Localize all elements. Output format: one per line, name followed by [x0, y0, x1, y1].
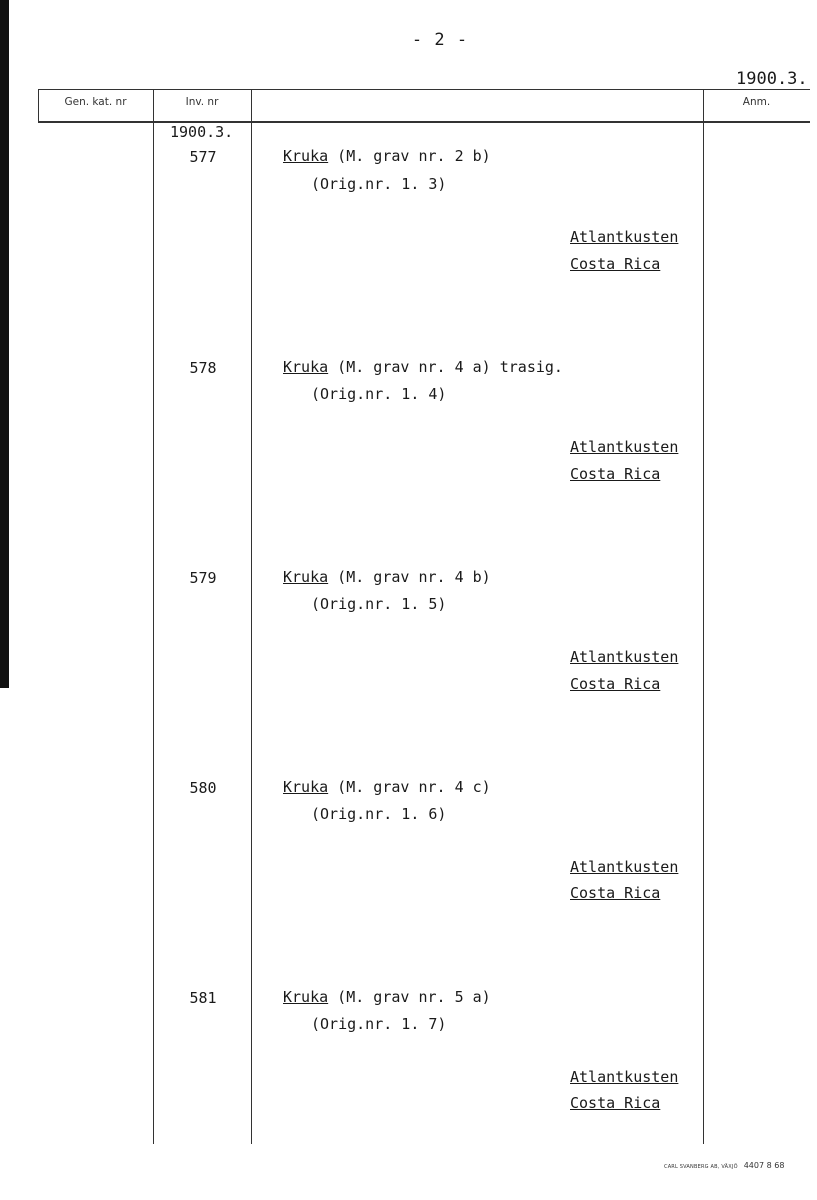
grave-ref: (M. grav nr. 2 b)	[328, 147, 491, 165]
inv-number: 579	[189, 569, 217, 587]
location-country: Costa Rica	[570, 1094, 661, 1112]
orig-number: (Orig.nr. 1. 7)	[311, 1015, 447, 1033]
location-country: Costa Rica	[570, 255, 661, 273]
location-region: Atlantkusten	[570, 228, 679, 246]
col-header-description	[251, 96, 703, 114]
inv-number: 577	[189, 148, 217, 166]
grave-ref: (M. grav nr. 4 b)	[328, 568, 491, 586]
printer-name: CARL SVANBERG AB, VÄXJÖ	[664, 1164, 738, 1170]
col-divider-3	[703, 89, 704, 1144]
item-description	[283, 568, 491, 586]
orig-number: (Orig.nr. 1. 3)	[311, 175, 447, 193]
orig-number: (Orig.nr. 1. 5)	[311, 595, 447, 613]
location-region: Atlantkusten	[570, 438, 679, 456]
item-description	[283, 778, 491, 796]
col-divider-1	[153, 89, 154, 1144]
item-description	[283, 147, 491, 165]
location-region: Atlantkusten	[570, 858, 679, 876]
form-code: 4407 8 68	[743, 1161, 785, 1170]
item-name: Kruka	[283, 147, 329, 165]
item-description	[283, 358, 563, 376]
location-country: Costa Rica	[570, 884, 661, 902]
col-header-anm: Anm.	[742, 96, 771, 108]
location-region: Atlantkusten	[570, 648, 679, 666]
location-country: Costa Rica	[570, 465, 661, 483]
grave-ref: (M. grav nr. 4 c)	[328, 778, 491, 796]
orig-number: (Orig.nr. 1. 6)	[311, 805, 447, 823]
col-divider-2	[251, 89, 252, 1144]
item-name: Kruka	[283, 988, 329, 1006]
item-name: Kruka	[283, 568, 329, 586]
item-description	[283, 988, 491, 1006]
page-number: - 2 -	[411, 30, 469, 50]
header-year: 1900.3.	[736, 69, 808, 89]
item-name: Kruka	[283, 358, 329, 376]
col-header-inv-nr: Inv. nr	[185, 96, 219, 108]
inv-number: 581	[189, 989, 217, 1007]
location-country: Costa Rica	[570, 675, 661, 693]
printer-footer	[664, 1161, 784, 1170]
grave-ref: (M. grav nr. 4 a) trasig.	[328, 358, 563, 376]
inv-number: 580	[189, 779, 217, 797]
inv-year-label: 1900.3.	[170, 123, 234, 141]
grave-ref: (M. grav nr. 5 a)	[328, 988, 491, 1006]
item-name: Kruka	[283, 778, 329, 796]
orig-number: (Orig.nr. 1. 4)	[311, 385, 447, 403]
location-region: Atlantkusten	[570, 1068, 679, 1086]
inv-number: 578	[189, 359, 217, 377]
binder-edge	[0, 0, 9, 688]
col-header-gen-kat-nr: Gen. kat. nr	[64, 96, 127, 108]
